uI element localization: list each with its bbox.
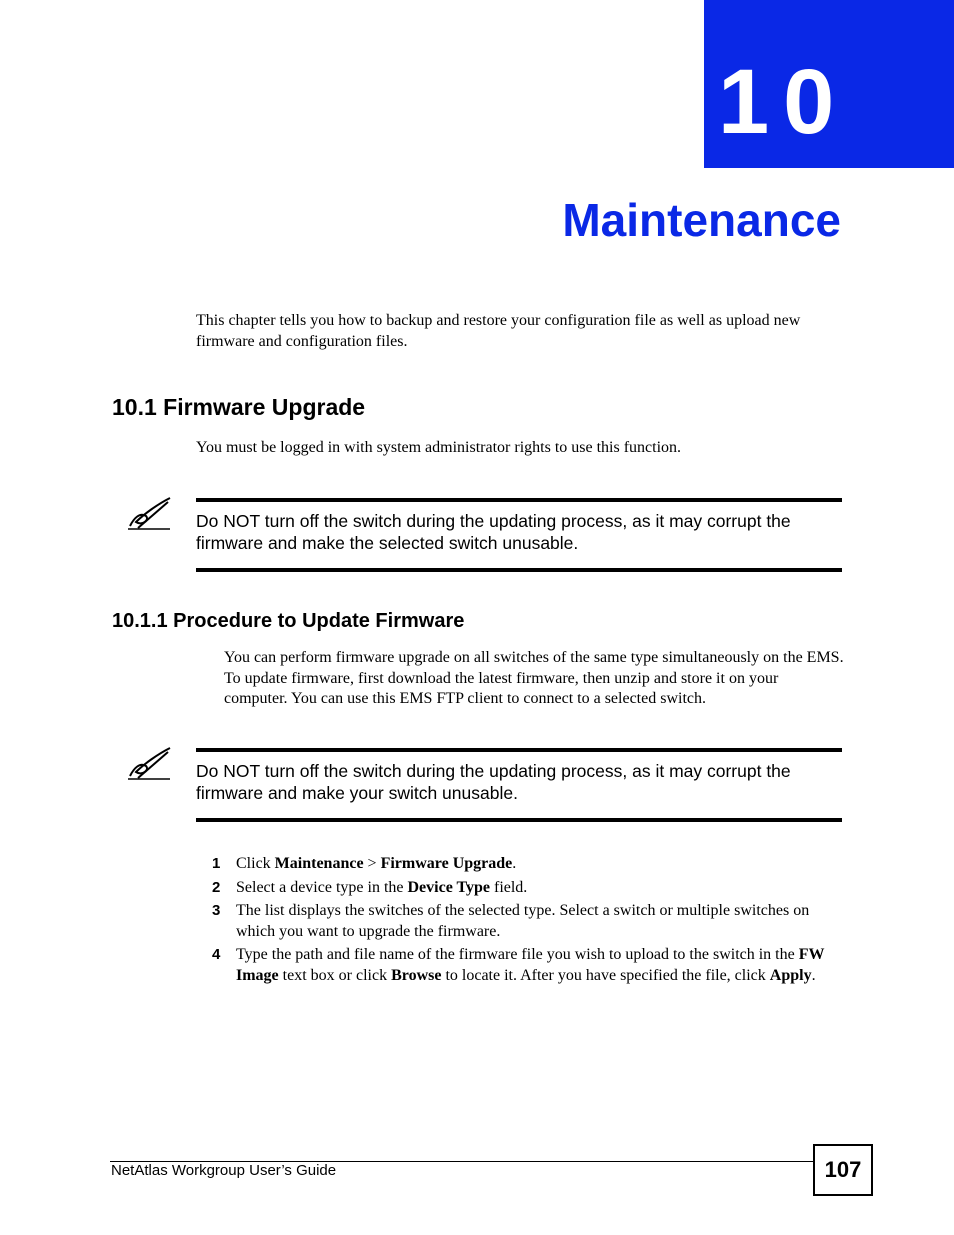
section-heading-10-1-1: 10.1.1 Procedure to Update Firmware [112, 610, 465, 632]
chapter-number: 10 [718, 51, 849, 153]
step-text: text box or click [278, 966, 392, 984]
pencil-note-icon [124, 496, 174, 532]
step-text: Click [236, 855, 275, 872]
note-text-1: Do NOT turn off the switch during the updating process, as it may corrupt the firmware and make the selected switch unusable. [196, 511, 791, 553]
step-item [200, 854, 845, 875]
step-text: to locate it. After you have specified the file, click [441, 966, 770, 984]
step-text: Type the path and file name of the firmware file you wish to upload to the switch in the [236, 946, 799, 963]
section-10-1-1-body: You can perform firmware upgrade on all switches of the same type simultaneously on the EMS. To update firmware, first download the latest firmware, then unzip and store it on your computer. You can use this EMS FTP client to connect to a selected switch. [224, 649, 844, 707]
step-bold: Firmware Upgrade [380, 855, 513, 872]
section-heading-10-1: 10.1 Firmware Upgrade [112, 394, 366, 420]
step-bold: FW Image [236, 946, 825, 984]
note-text-2: Do NOT turn off the switch during the updating process, as it may corrupt the firmware and make your switch unusable. [196, 761, 791, 803]
footer-guide-title: NetAtlas Workgroup User’s Guide [111, 1162, 337, 1179]
step-text: The list displays the switches of the selected type. Select a switch or multiple switches on which you want to upgrade the firmware. [236, 902, 810, 940]
step-bold: Browse [391, 966, 442, 984]
note-bottom-rule [196, 568, 842, 572]
procedure-steps [200, 854, 845, 989]
step-number: 1 [212, 855, 221, 872]
step-item [200, 878, 845, 899]
step-item [200, 901, 845, 942]
page-number: 107 [813, 1144, 873, 1196]
note-top-rule [196, 748, 842, 752]
step-number: 2 [212, 878, 221, 896]
intro-paragraph: This chapter tells you how to backup and restore your configuration file as well as upload new firmware and configuration files. [196, 312, 801, 350]
section-10-1-body: You must be logged in with system administrator rights to use this function. [196, 439, 682, 456]
step-text: . [512, 855, 517, 872]
step-bold: Maintenance [274, 855, 364, 872]
step-bold: Device Type [407, 878, 490, 896]
step-number: 4 [212, 946, 221, 963]
chapter-number-box [704, 0, 954, 168]
note-top-rule [196, 498, 842, 502]
step-text: . [811, 966, 816, 984]
step-text: Select a device type in the [236, 878, 408, 896]
note-bottom-rule [196, 818, 842, 822]
step-bold: Apply [769, 966, 812, 984]
chapter-title: Maintenance [562, 194, 841, 246]
step-item [200, 945, 845, 986]
step-text: field. [489, 878, 528, 896]
step-text: > [363, 855, 381, 872]
step-number: 3 [212, 902, 221, 919]
pencil-note-icon [124, 746, 174, 782]
